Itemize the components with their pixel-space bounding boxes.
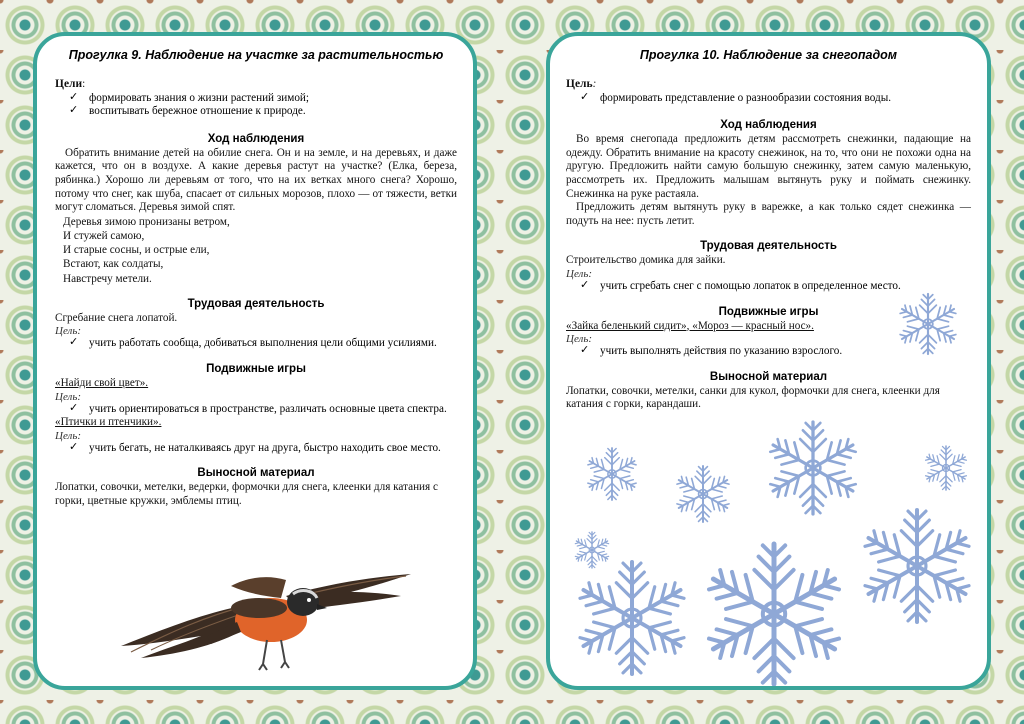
- material-heading: Выносной материал: [197, 467, 315, 480]
- labor-goals-list: [566, 280, 971, 294]
- games-heading: Подвижные игры: [206, 362, 306, 375]
- labor-text: Строительство домика для зайки.: [566, 254, 726, 267]
- snowflake-icon: [767, 422, 860, 514]
- game1-goals-list: [55, 403, 457, 417]
- snowflake-icon: [704, 544, 845, 684]
- goal-item: ✓ воспитывать бережное отношение к природе.: [69, 104, 306, 118]
- check-mark-icon: ✓: [580, 90, 590, 103]
- observation-text: Обратить внимание детей на обилие снега. Он и на земле, и на деревьях, и даже кажется, что он в воздухе. А какие деревья растут на участке? (Елка, береза, рябинка.) Хорошо ли деревьям от того, что на их ветках много снега? Хорошо, потому что снег, как шуба, спасает от сильных морозов, плохо — от тяжести, ветки могут сломаться. Деревья зимой спят.: [55, 146, 457, 214]
- game2-goal-label: Цель:: [55, 429, 82, 442]
- labor-goal-label: Цель:: [566, 267, 593, 280]
- check-mark-icon: ✓: [69, 336, 79, 349]
- games-heading: Подвижные игры: [718, 305, 819, 318]
- material-text: Лопатки, совочки, метелки, ведерки, формочки для снега, клеенки для катания с горки, цветные кружки, эмблемы птиц.: [55, 481, 438, 507]
- poem-line: Деревья зимою пронизаны ветром,: [63, 215, 230, 228]
- snowflake-icon: [861, 510, 974, 622]
- goal-label-colon: :: [592, 78, 597, 90]
- labor-heading: Трудовая деятельность: [187, 297, 325, 310]
- check-mark-icon: ✓: [69, 440, 79, 453]
- left-page: [33, 32, 477, 690]
- labor-text: Сгребание снега лопатой.: [55, 311, 178, 324]
- goal-item: ✓ формировать представление о разнообразии состояния воды.: [580, 90, 892, 104]
- material-text: Лопатки, совочки, метелки, санки для кукол, формочки для снега, клеенки для катания с горки, карандаши.: [566, 384, 940, 411]
- games-goal-label: Цель:: [566, 333, 593, 346]
- goals-label-colon: :: [82, 78, 86, 90]
- observation-text-1: Во время снегопада предложить детям рассмотреть снежинки, падающие на одежду. Обратить внимание на красоту снежинок, на то, что они не похожи одна на другую. Предложить найти самую большую снежинку, затем самую маленькую, рассмотреть их. Предложить малышам вытянуть руку и поймать снежинку. Снежинка на руке растаяла.: [566, 133, 971, 200]
- bird-illustration: [81, 566, 421, 676]
- poem: [55, 215, 457, 286]
- goals-label-line: [55, 78, 457, 92]
- game1-name: «Найди свой цвет».: [55, 376, 149, 389]
- snowflake-icon: [586, 448, 638, 500]
- left-page-title: Прогулка 9. Наблюдение на участке за растительностью: [68, 48, 444, 62]
- right-page-title: Прогулка 10. Наблюдение за снегопадом: [639, 48, 898, 62]
- snowflake-icon: [576, 562, 689, 674]
- goal-item: ✓ учить бегать, не наталкиваясь друг на друга, быстро находить свое место.: [69, 440, 441, 454]
- poem-line: И стужей самою,: [63, 229, 145, 242]
- goal-label-line: [566, 78, 971, 92]
- goal-item: ✓ учить сгребать снег с помощью лопаток в определенное место.: [580, 278, 901, 292]
- game2-goals-list: [55, 442, 457, 456]
- observation-heading: Ход наблюдения: [720, 119, 817, 132]
- check-mark-icon: ✓: [580, 278, 590, 291]
- snowflake-icon: [924, 446, 968, 490]
- goals-label: Цели: [55, 78, 83, 90]
- right-page: [546, 32, 991, 690]
- snowflake-icon: [675, 466, 731, 522]
- check-mark-icon: ✓: [69, 401, 79, 414]
- goals-list: [55, 92, 457, 119]
- goal-item: ✓ учить ориентироваться в пространстве, различать основные цвета спектра.: [69, 401, 447, 415]
- check-mark-icon: ✓: [69, 104, 79, 117]
- labor-heading: Трудовая деятельность: [700, 240, 837, 253]
- labor-goal-label: Цель:: [55, 325, 82, 338]
- check-mark-icon: ✓: [580, 344, 590, 357]
- observation-text-2: Предложить детям вытянуть руку в варежке, а как только сядет снежинка — подуть на нее: пусть летит.: [566, 201, 971, 227]
- game1-goal-label: Цель:: [55, 390, 82, 403]
- check-mark-icon: ✓: [69, 90, 79, 103]
- material-heading: Выносной материал: [709, 370, 828, 383]
- observation-heading: Ход наблюдения: [207, 132, 305, 145]
- poem-line: Встают, как солдаты,: [63, 258, 164, 271]
- games-goals-list: [566, 345, 971, 359]
- goal-item: ✓ формировать знания о жизни растений зимой;: [69, 90, 310, 104]
- games-names: «Зайка беленький сидит», «Мороз — красный нос».: [566, 319, 814, 332]
- snowflake-icon: [574, 532, 610, 568]
- poem-line: Навстречу метели.: [63, 272, 152, 285]
- goal-label: Цель: [566, 78, 593, 90]
- labor-goals-list: [55, 337, 457, 351]
- goal-item: ✓ учить выполнять действия по указанию взрослого.: [580, 344, 843, 358]
- poem-line: И старые сосны, и острые ели,: [63, 244, 210, 257]
- goal-item: ✓ учить работать сообща, добиваться выполнения цели общими усилиями.: [69, 336, 437, 350]
- game2-name: «Птички и птенчики».: [55, 416, 162, 429]
- goals-list: [566, 92, 971, 106]
